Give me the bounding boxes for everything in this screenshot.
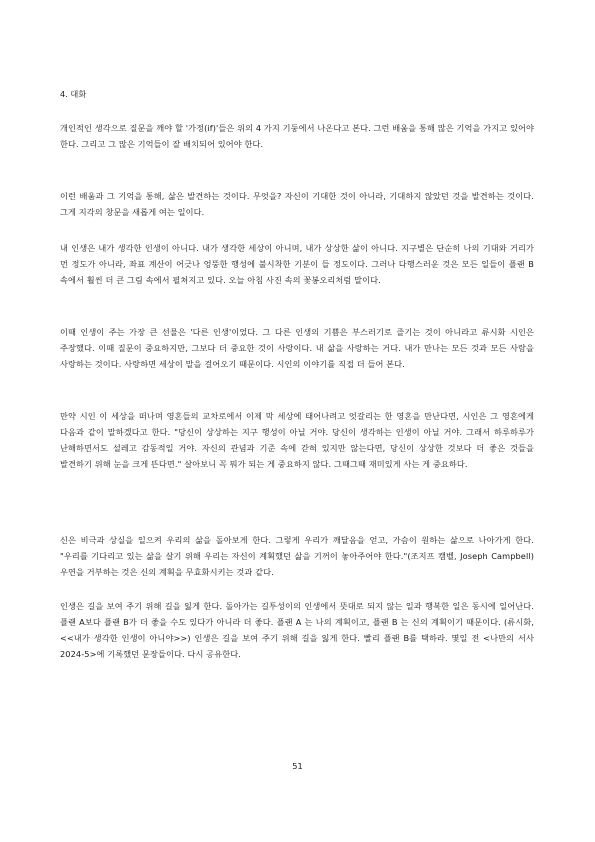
page-number: 51: [292, 761, 303, 771]
paragraph-1: 개인적인 생각으로 질문을 깨야 할 '가정(if)'들은 위의 4 가지 기둥에서 나온다고 본다. 그런 배움을 통해 많은 기억을 가지고 있어야 한다. 그리고 그 많은 기억들이 잘 배치되어 있어야 한다.: [60, 123, 534, 149]
paragraph-6: 신은 비극과 상실을 일으켜 우리의 삶을 돌아보게 한다. 그렇게 우리가 깨달음을 얻고, 가슴이 원하는 삶으로 나아가게 한다. "우리를 기다리고 있는 삶을 살기 위해 우리는 자신이 계획했던 삶을 기꺼이 놓아주어야 한다."(조지프 캠벨, Joseph Campbell) 우연을 거부하는 것은 신의 계획을 무효화시키는 것과 같다.: [60, 535, 534, 577]
paragraph-3: 내 인생은 내가 생각한 인생이 아니다. 내가 생각한 세상이 아니며, 내가 상상한 삶이 아니다. 지구별은 단순히 나의 기대와 거리가 먼 정도가 아니라, 좌표 계산이 어긋나 엉뚱한 행성에 불시착한 기분이 들 정도이다. 그러나 다행스러운 것은 모든 일들이 플랜 B 속에서 훨씬 더 큰 그림 속에서 펼쳐지고 있다. 오늘 아침 사진 속의 꽃봉오리처럼 말이다.: [60, 243, 534, 285]
paragraph-7: 인생은 길을 보여 주기 위해 길을 잃게 한다. 돌아가는 길투성이의 인생에서 뜻대로 되지 않는 일과 행복한 일은 동시에 일어난다. 플랜 A보다 플랜 B가 더 좋을 수도 있다가 아니라 더 좋다. 플랜 A 는 나의 계획이고, 플랜 B 는 신의 계획이기 때문이다. (류시화, <<내가 생각한 인생이 아니야>>) 인생은 길을 보여 주기 위해 길을 잃게 한다. 빨리 플랜 B를 택하라. 몇일 전 <나만의 서사 2024-5>에 기록했던 문장들이다. 다시 공유한다.: [60, 601, 534, 659]
paragraph-4: 이때 인생이 주는 가장 큰 선물은 '다른 인생'이었다. 그 다른 인생의 기쁨은 부스러기로 즐기는 것이 아니라고 류시화 시인은 주장했다. 이때 질문이 중요하지만, 그보다 더 중요한 것이 사랑이다. 내 삶을 사랑하는 거다. 내가 만나는 모든 것과 모든 사람을 사랑하는 것이다. 사랑하면 세상이 말을 걸어오기 때문이다. 시인의 이야기를 직접 더 들어 본다.: [60, 327, 534, 369]
paragraph-5: 만약 시인 이 세상을 떠나며 영혼들의 교차로에서 이제 막 세상에 태어나려고 엇갈리는 한 영혼을 만난다면, 시인은 그 영혼에게 다음과 같이 말하겠다고 한다. "당신이 상상하는 지구 행성이 아닐 거야. 당신이 생각하는 인생이 아닐 거야. 그래서 하루하루가 난해하면서도 설레고 감동적일 거야. 자신의 관념과 기준 속에 갇혀 있지만 않는다면, 당신이 상상한 것보다 더 좋은 것들을 발견하기 위해 눈을 크게 뜬다면." 살아보니 꼭 뭐가 되는 게 중요하지 않다. 그때그때 재미있게 사는 게 중요하다.: [60, 411, 534, 469]
paragraph-2: 이런 배움과 그 기억을 통해, 삶은 발견하는 것이다. 무엇을? 자신이 기대한 것이 아니라, 기대하지 않았던 것을 발견하는 것이다. 그게 지각의 창문을 새롭게 여는 일이다.: [60, 191, 534, 217]
section-heading: 4. 대화: [60, 89, 87, 99]
